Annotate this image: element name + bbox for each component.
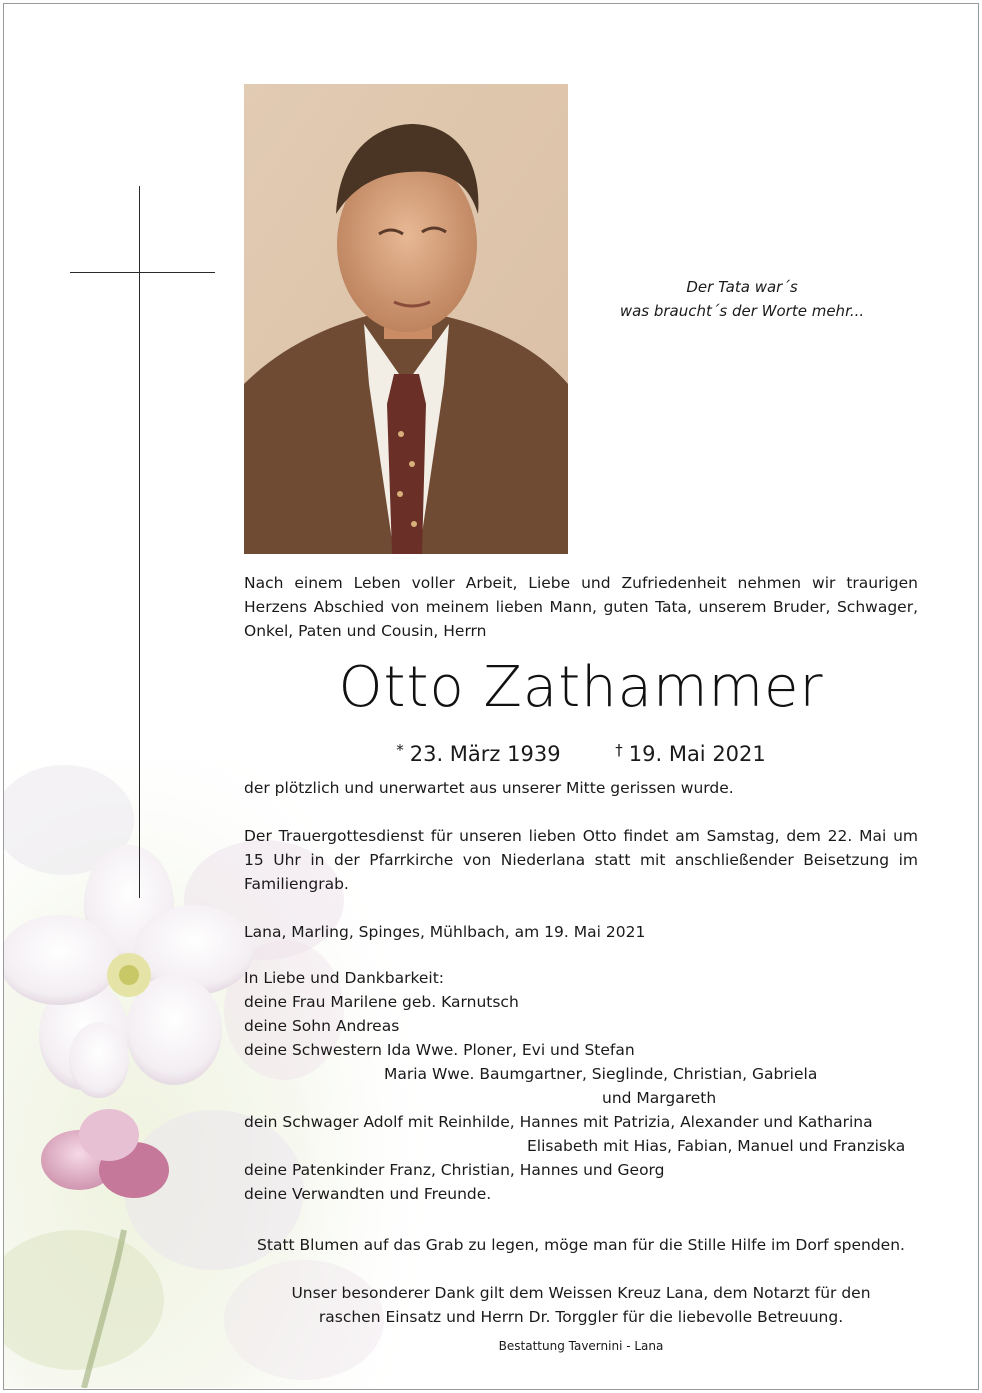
deceased-name: Otto Zathammer	[338, 655, 824, 720]
intro-paragraph: Nach einem Leben voller Arbeit, Liebe und Zufriedenheit nehmen wir traurigen Herzens Abschied von meinem lieben Mann, guten Tata, unserem Bruder, Schwager, Onkel, Paten und Cousin, Herrn	[244, 574, 918, 640]
sudden-death-line: der plötzlich und unerwartet aus unserer Mitte gerissen wurde.	[244, 779, 734, 797]
cross-horizontal-bar	[70, 272, 215, 273]
survivors-list	[244, 966, 918, 1206]
thanks-line: Unser besonderer Dank gilt dem Weissen Kreuz Lana, dem Notarzt für den	[291, 1284, 871, 1302]
quote-line: was braucht´s der Worte mehr...	[619, 302, 865, 320]
survivor-line: deine Schwestern Ida Wwe. Ploner, Evi und Stefan	[244, 1041, 635, 1059]
thanks-note	[244, 1281, 918, 1329]
place-date-line: Lana, Marling, Spinges, Mühlbach, am 19. Mai 2021	[244, 923, 646, 941]
quote	[590, 275, 894, 323]
birth-date: 23. März 1939	[409, 742, 561, 766]
thanks-line: raschen Einsatz und Herrn Dr. Torggler für die liebevolle Betreuung.	[318, 1308, 844, 1326]
survivor-line: und Margareth	[602, 1089, 717, 1107]
service-paragraph: Der Trauergottesdienst für unseren lieben Otto findet am Samstag, dem 22. Mai um 15 Uhr in der Pfarrkirche von Niederlana statt mit anschließender Beisetzung im Familiengrab.	[244, 827, 918, 893]
quote-line: Der Tata war´s	[686, 278, 798, 296]
survivor-line: dein Schwager Adolf mit Reinhilde, Hannes mit Patrizia, Alexander und Katharina	[244, 1113, 873, 1131]
death-date: 19. Mai 2021	[628, 742, 766, 766]
cross-vertical-bar	[139, 186, 140, 898]
portrait-photo	[244, 84, 568, 554]
death-symbol: †	[615, 741, 623, 759]
death-date-group	[615, 736, 766, 768]
survivors-heading: In Liebe und Dankbarkeit:	[244, 969, 445, 987]
birth-symbol: *	[396, 741, 404, 759]
survivor-line: Maria Wwe. Baumgartner, Sieglinde, Christian, Gabriela	[384, 1065, 818, 1083]
life-dates	[244, 736, 918, 768]
birth-date-group	[396, 736, 560, 768]
survivor-line: deine Verwandten und Freunde.	[244, 1185, 492, 1203]
survivor-line: deine Frau Marilene geb. Karnutsch	[244, 993, 519, 1011]
donation-note: Statt Blumen auf das Grab zu legen, möge man für die Stille Hilfe im Dorf spenden.	[257, 1236, 905, 1254]
survivor-line: Elisabeth mit Hias, Fabian, Manuel und Franziska	[527, 1137, 906, 1155]
survivor-line: deine Sohn Andreas	[244, 1017, 400, 1035]
undertaker: Bestattung Tavernini - Lana	[498, 1339, 664, 1353]
survivor-line: deine Patenkinder Franz, Christian, Hannes und Georg	[244, 1161, 665, 1179]
